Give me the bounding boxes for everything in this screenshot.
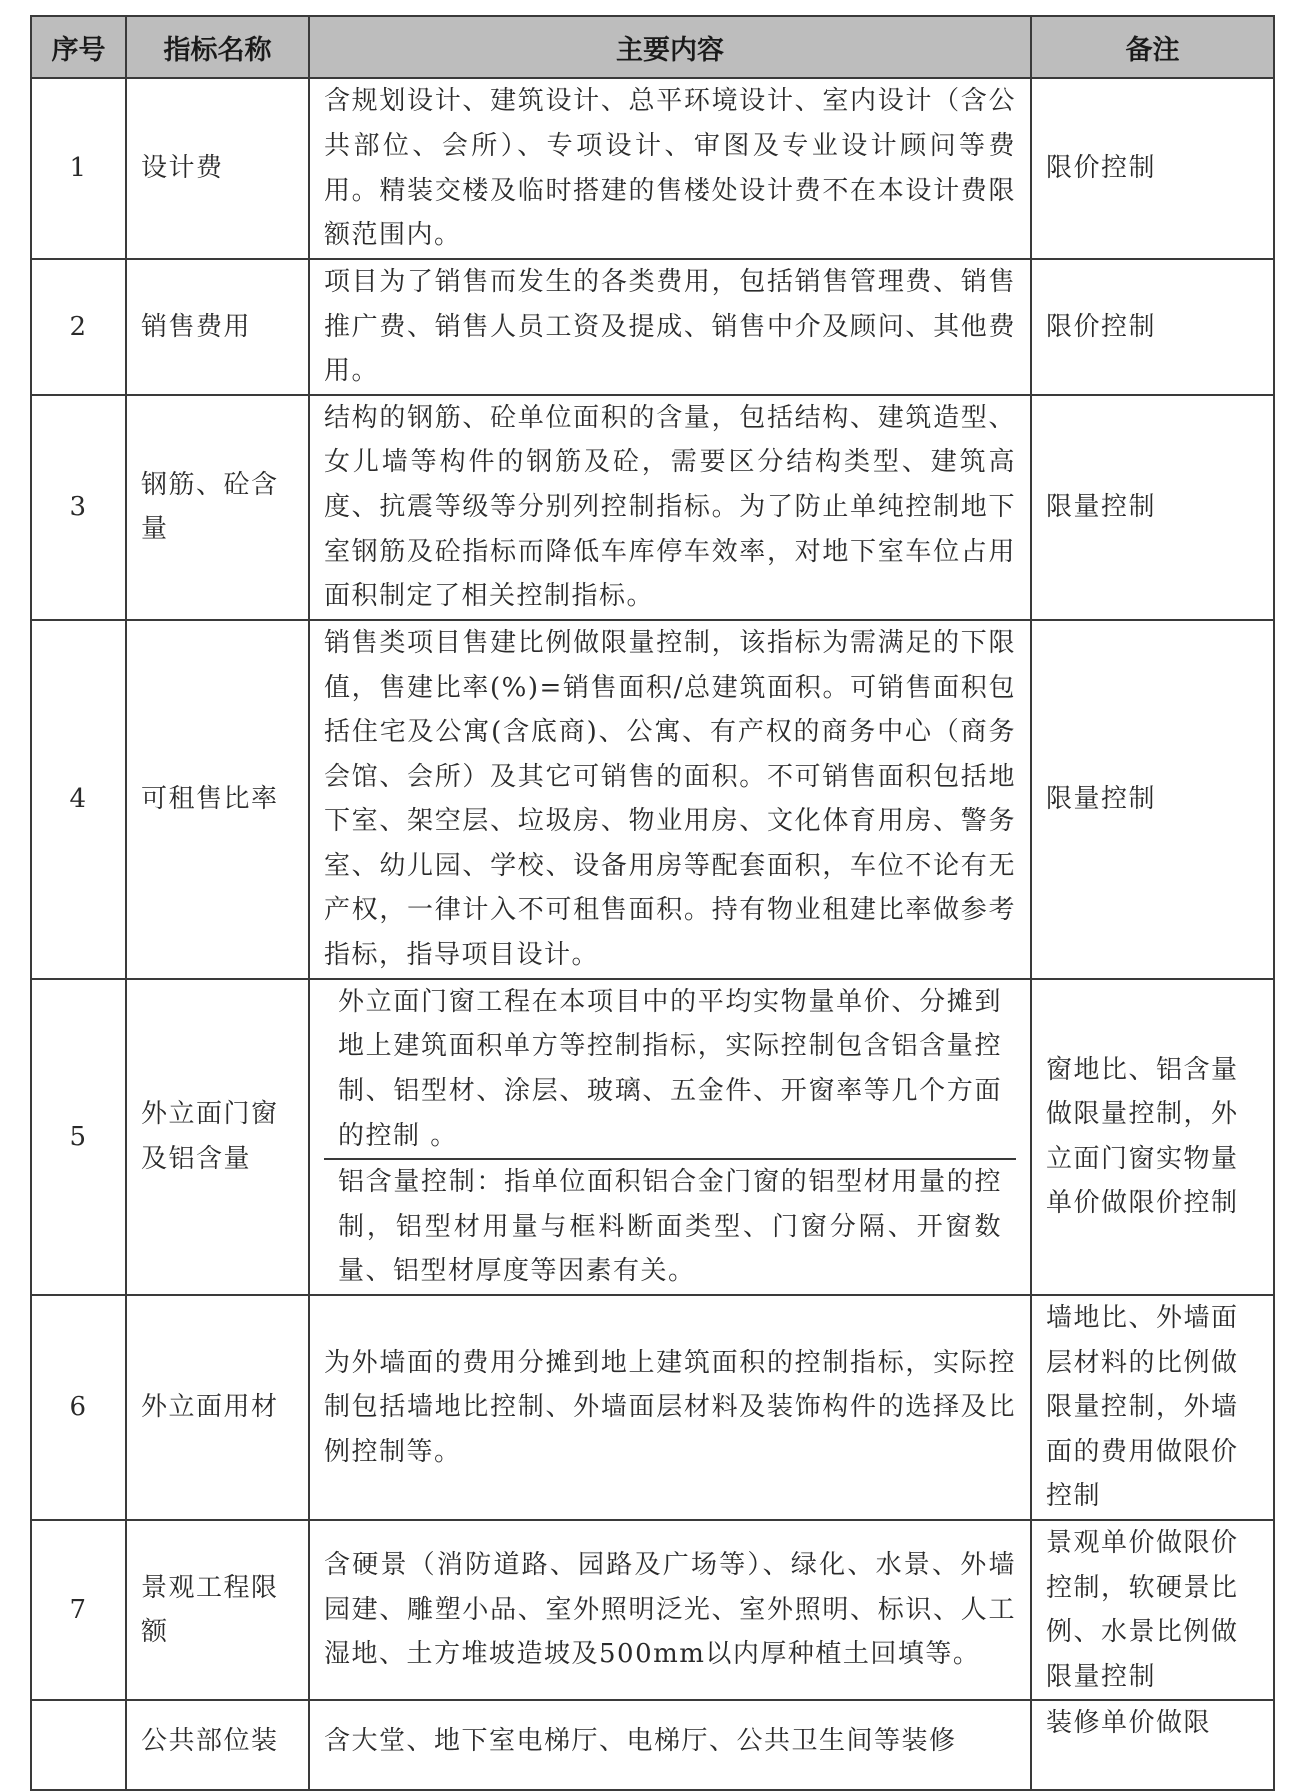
table-row [31, 78, 1274, 259]
row-name: 可租售比率 [126, 620, 309, 979]
row-name: 销售费用 [126, 259, 309, 395]
row-content: 项目为了销售而发生的各类费用，包括销售管理费、销售推广费、销售人员工资及提成、销售中介及顾问、其他费用。 [309, 259, 1031, 395]
table-header-row [31, 16, 1274, 78]
row-content: 为外墙面的费用分摊到地上建筑面积的控制指标，实际控制包括墙地比控制、外墙面层材料及装饰构件的选择及比例控制等。 [309, 1295, 1031, 1520]
row-no: 2 [31, 259, 126, 395]
row-content-part-b: 铝含量控制：指单位面积铝合金门窗的铝型材用量的控制，铝型材用量与框料断面类型、门窗分隔、开窗数量、铝型材厚度等因素有关。 [338, 1167, 1002, 1287]
row-name: 公共部位装 [126, 1700, 309, 1790]
row-content [309, 979, 1031, 1295]
row-name: 设计费 [126, 78, 309, 259]
row-note: 限量控制 [1031, 395, 1274, 620]
row-note: 装修单价做限 [1031, 1700, 1274, 1790]
index-table [30, 15, 1275, 1791]
row-name: 外立面用材 [126, 1295, 309, 1520]
row-name: 外立面门窗及铝含量 [126, 979, 309, 1295]
table-row [31, 395, 1274, 620]
row-no: 3 [31, 395, 126, 620]
row-content-part-a: 外立面门窗工程在本项目中的平均实物量单价、分摊到地上建筑面积单方等控制指标，实际控制包含铝含量控制、铝型材、涂层、玻璃、五金件、开窗率等几个方面的控制 。 [324, 980, 1016, 1160]
row-note: 限量控制 [1031, 620, 1274, 979]
row-no: 1 [31, 78, 126, 259]
header-note: 备注 [1031, 16, 1274, 78]
row-no: 4 [31, 620, 126, 979]
table-row [31, 1295, 1274, 1520]
row-content: 含规划设计、建筑设计、总平环境设计、室内设计（含公共部位、会所）、专项设计、审图及专业设计顾问等费用。精装交楼及临时搭建的售楼处设计费不在本设计费限额范围内。 [309, 78, 1031, 259]
row-content: 含硬景（消防道路、园路及广场等）、绿化、水景、外墙园建、雕塑小品、室外照明泛光、室外照明、标识、人工湿地、土方堆坡造坡及500mm以内厚种植土回填等。 [309, 1520, 1031, 1700]
table-row [31, 979, 1274, 1295]
row-name: 钢筋、砼含量 [126, 395, 309, 620]
header-no: 序号 [31, 16, 126, 78]
header-content: 主要内容 [309, 16, 1031, 78]
table-row [31, 1700, 1274, 1790]
row-name: 景观工程限额 [126, 1520, 309, 1700]
table-row [31, 1520, 1274, 1700]
row-no: 5 [31, 979, 126, 1295]
header-name: 指标名称 [126, 16, 309, 78]
row-content: 结构的钢筋、砼单位面积的含量，包括结构、建筑造型、女儿墙等构件的钢筋及砼，需要区分结构类型、建筑高度、抗震等级等分别列控制指标。为了防止单纯控制地下室钢筋及砼指标而降低车库停车效率，对地下室车位占用面积制定了相关控制指标。 [309, 395, 1031, 620]
row-note: 墙地比、外墙面层材料的比例做限量控制，外墙面的费用做限价控制 [1031, 1295, 1274, 1520]
row-no: 6 [31, 1295, 126, 1520]
row-note: 窗地比、铝含量做限量控制，外立面门窗实物量单价做限价控制 [1031, 979, 1274, 1295]
row-note: 限价控制 [1031, 78, 1274, 259]
row-content: 销售类项目售建比例做限量控制，该指标为需满足的下限值，售建比率(%)=销售面积/总建筑面积。可销售面积包括住宅及公寓(含底商)、公寓、有产权的商务中心（商务会馆、会所）及其它可销售的面积。不可销售面积包括地下室、架空层、垃圾房、物业用房、文化体育用房、警务室、幼儿园、学校、设备用房等配套面积，车位不论有无产权，一律计入不可租售面积。持有物业租建比率做参考指标，指导项目设计。 [309, 620, 1031, 979]
table-row [31, 620, 1274, 979]
row-note: 景观单价做限价控制，软硬景比例、水景比例做限量控制 [1031, 1520, 1274, 1700]
row-no [31, 1700, 126, 1790]
row-no: 7 [31, 1520, 126, 1700]
row-content: 含大堂、地下室电梯厅、电梯厅、公共卫生间等装修 [309, 1700, 1031, 1790]
table-row [31, 259, 1274, 395]
row-note: 限价控制 [1031, 259, 1274, 395]
